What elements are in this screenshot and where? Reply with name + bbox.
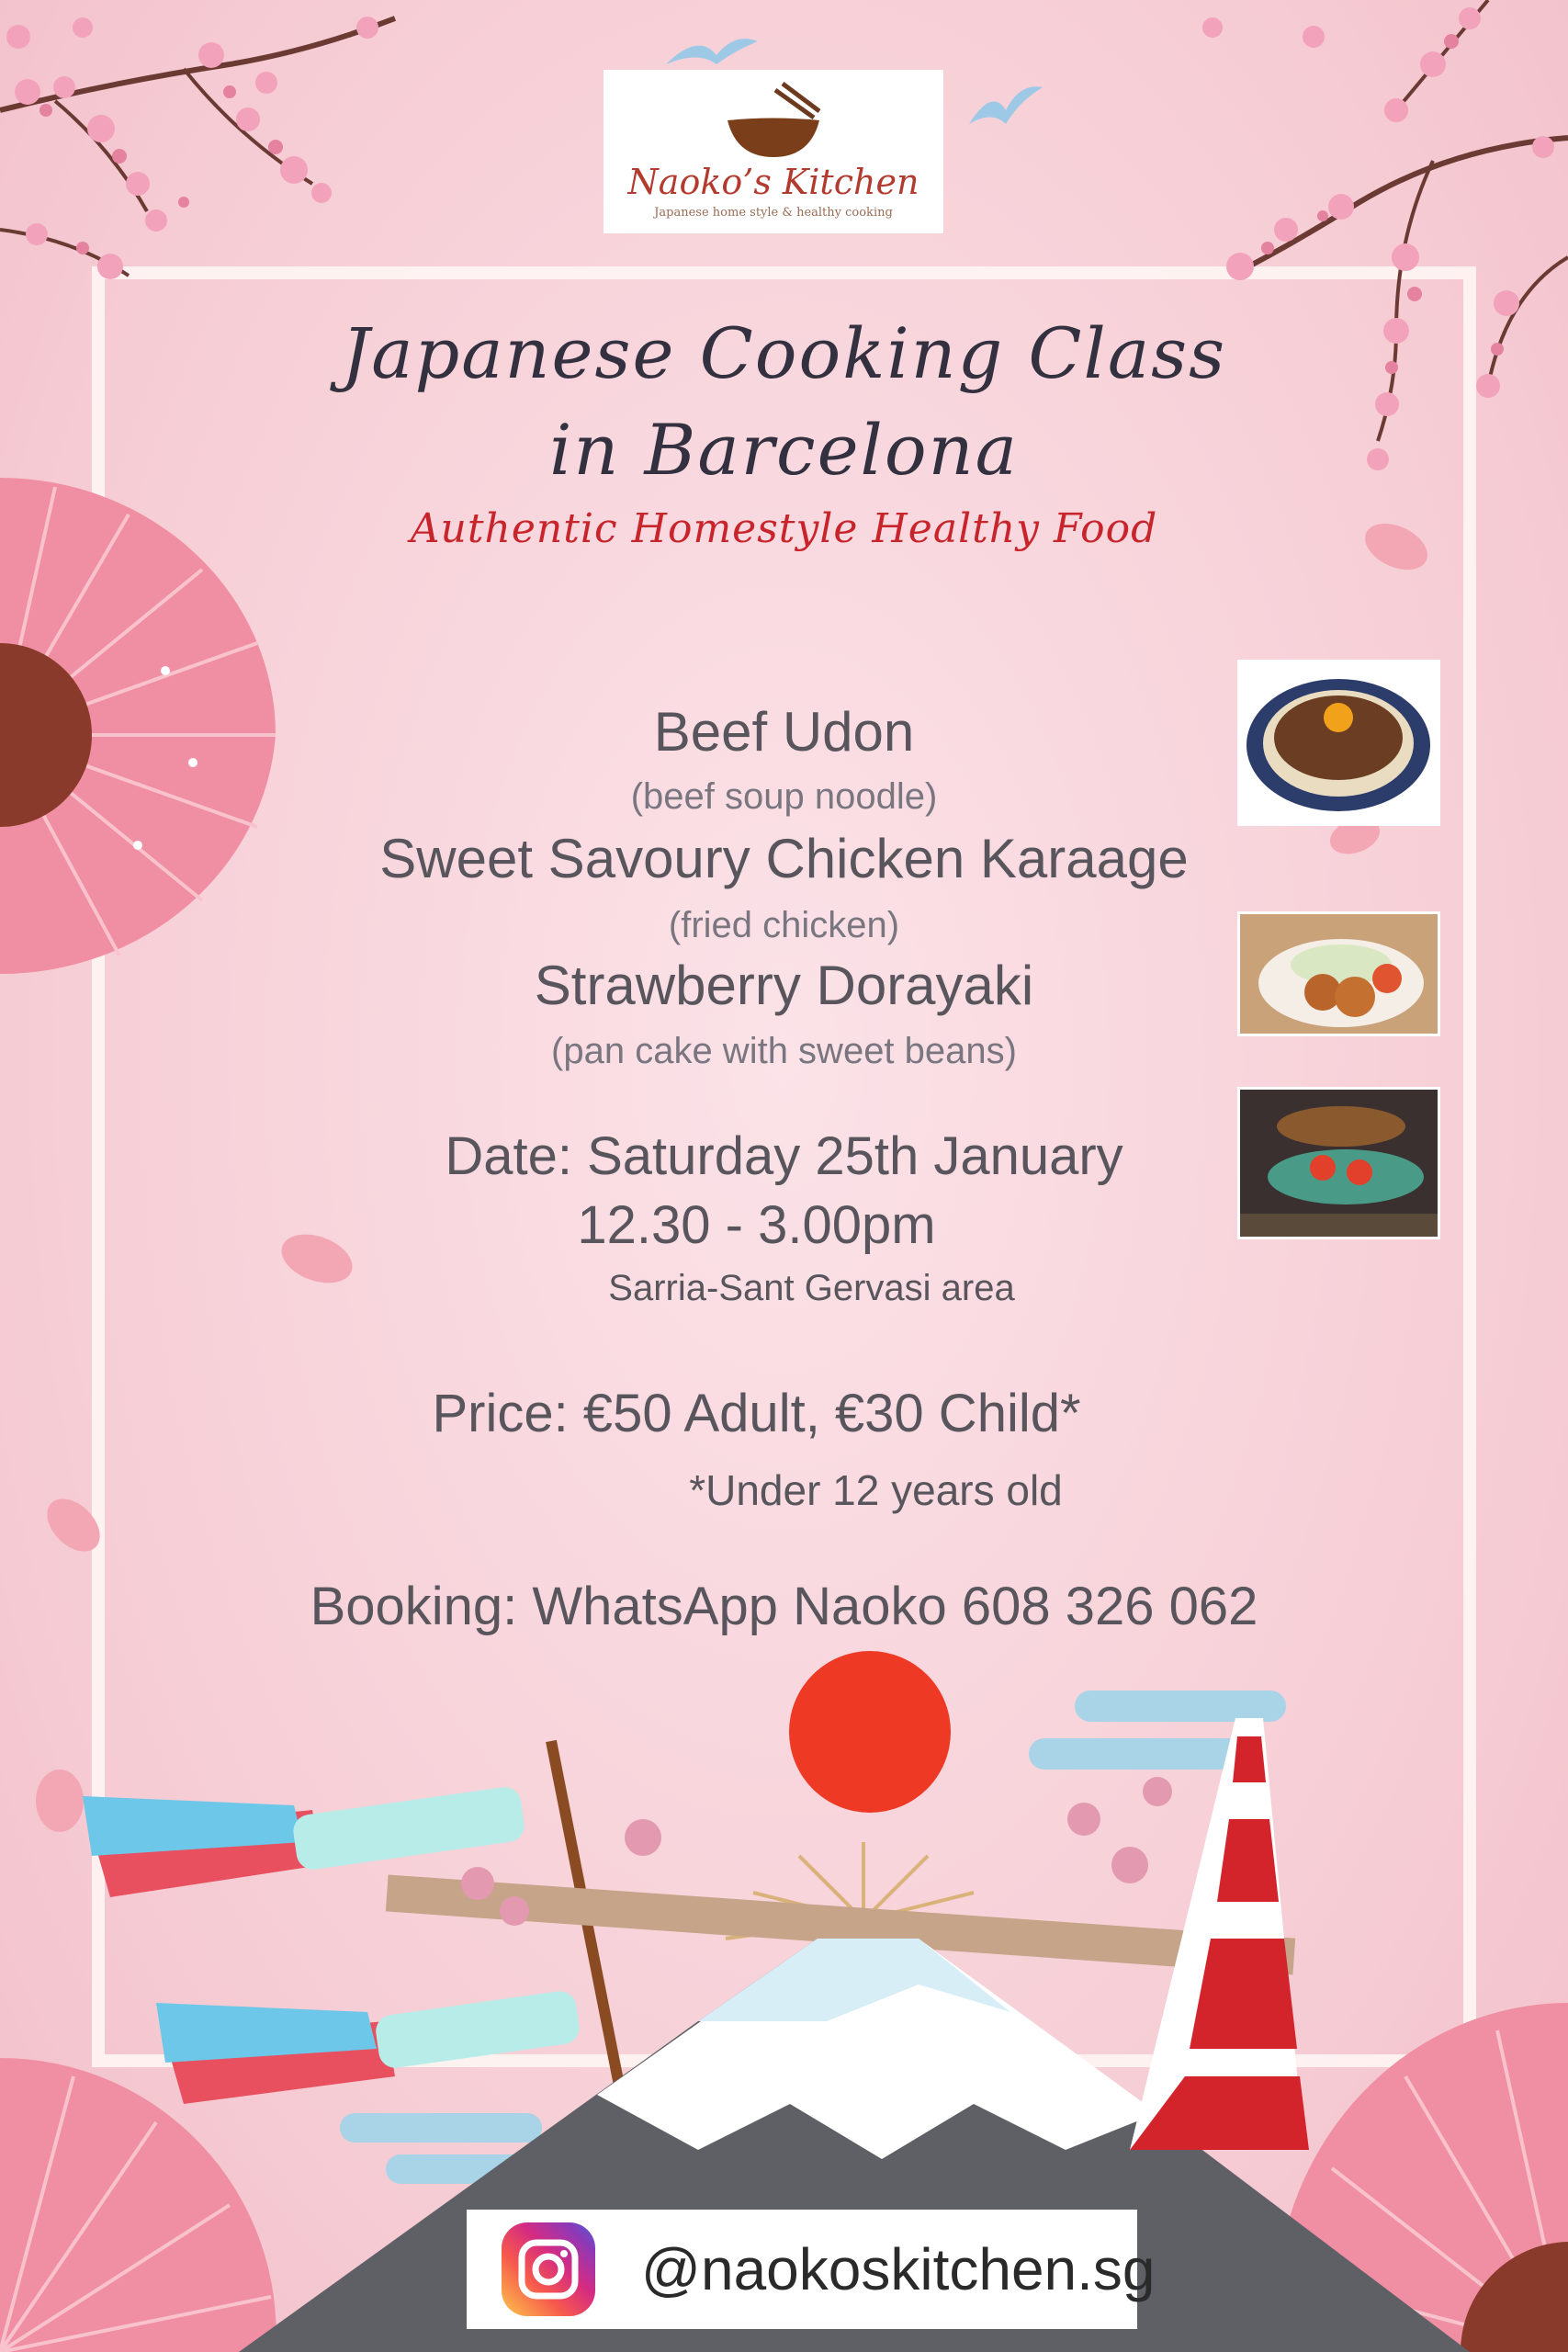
price: Price: €50 Adult, €30 Child*: [432, 1384, 1081, 1443]
bird-icon: [964, 78, 1047, 133]
booking-info: Booking: WhatsApp Naoko 608 326 062: [310, 1577, 1258, 1636]
menu-item-name: Beef Udon: [653, 701, 915, 763]
menu-item-name: Sweet Savoury Chicken Karaage: [379, 828, 1189, 889]
event-time: 12.30 - 3.00pm: [577, 1195, 936, 1255]
menu-item-name: Strawberry Dorayaki: [534, 955, 1034, 1016]
instagram-handle[interactable]: @naokoskitchen.sg: [641, 2236, 1156, 2302]
menu-item-description: (pan cake with sweet beans): [551, 1031, 1017, 1071]
instagram-icon: [502, 2222, 595, 2316]
bird-icon: [661, 28, 762, 74]
bowl-icon: [718, 79, 829, 162]
price-note: *Under 12 years old: [689, 1466, 1063, 1514]
page-title-line-2: in Barcelona: [549, 409, 1019, 491]
logo-name: Naoko’s Kitchen: [627, 162, 919, 202]
chicken-karaage-photo: [1237, 911, 1440, 1036]
logo-tagline: Japanese home style & healthy cooking: [654, 206, 893, 220]
beef-udon-photo: [1237, 660, 1440, 826]
instagram-badge[interactable]: [467, 2210, 1156, 2329]
page-title-line-1: Japanese Cooking Class: [341, 312, 1227, 394]
event-date: Date: Saturday 25th January: [445, 1126, 1123, 1186]
naokos-kitchen-logo: [604, 70, 943, 233]
event-location: Sarria-Sant Gervasi area: [608, 1268, 1015, 1308]
subtitle: Authentic Homestyle Healthy Food: [410, 505, 1158, 552]
menu-item-description: (fried chicken): [668, 905, 900, 945]
menu-item-description: (beef soup noodle): [630, 776, 938, 817]
